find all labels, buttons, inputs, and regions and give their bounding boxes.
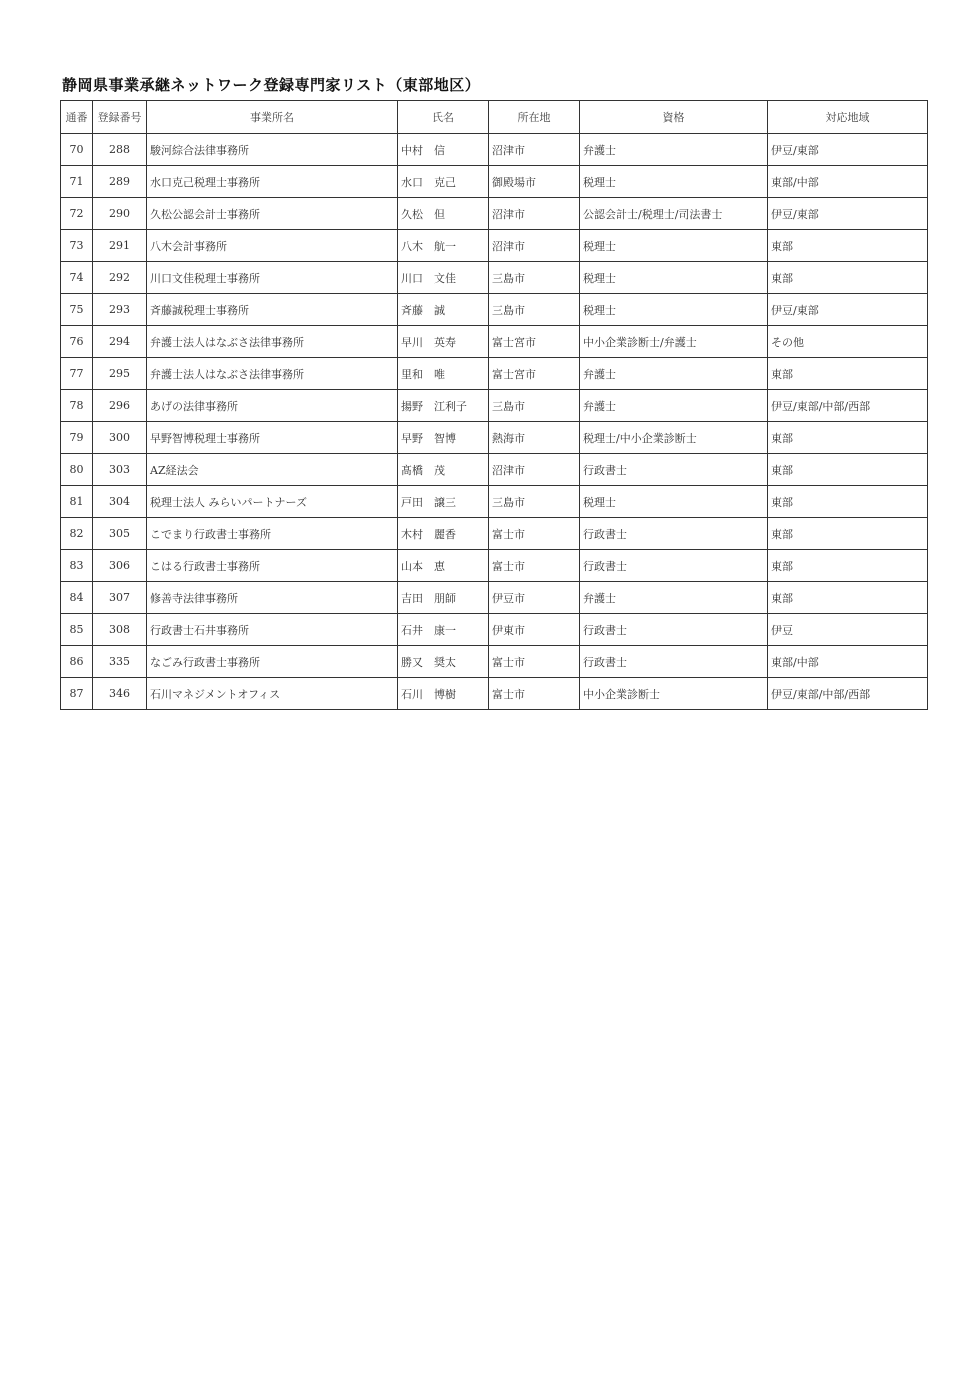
row-qualification: 弁護士 <box>580 134 768 166</box>
row-no: 73 <box>61 230 93 262</box>
row-registration-number: 296 <box>93 390 147 422</box>
row-person-name: 勝又 奨太 <box>398 646 489 678</box>
row-qualification: 中小企業診断士 <box>580 678 768 710</box>
row-service-area: 東部 <box>768 582 928 614</box>
row-location: 熱海市 <box>489 422 580 454</box>
row-no: 83 <box>61 550 93 582</box>
row-registration-number: 291 <box>93 230 147 262</box>
row-registration-number: 292 <box>93 262 147 294</box>
row-service-area: 東部 <box>768 550 928 582</box>
row-qualification: 弁護士 <box>580 358 768 390</box>
row-location: 富士市 <box>489 518 580 550</box>
row-qualification: 行政書士 <box>580 454 768 486</box>
row-location: 富士市 <box>489 550 580 582</box>
row-service-area: 伊豆/東部 <box>768 198 928 230</box>
table-header-row <box>61 101 928 134</box>
row-no: 71 <box>61 166 93 198</box>
row-no: 78 <box>61 390 93 422</box>
row-person-name: 髙橋 茂 <box>398 454 489 486</box>
row-registration-number: 346 <box>93 678 147 710</box>
row-person-name: 早野 智博 <box>398 422 489 454</box>
row-location: 富士宮市 <box>489 358 580 390</box>
row-no: 75 <box>61 294 93 326</box>
row-office-name: 弁護士法人はなぶさ法律事務所 <box>147 326 398 358</box>
row-qualification: 行政書士 <box>580 518 768 550</box>
row-office-name: 修善寺法律事務所 <box>147 582 398 614</box>
header-no: 通番 <box>61 101 93 134</box>
row-no: 76 <box>61 326 93 358</box>
row-person-name: 木村 麗香 <box>398 518 489 550</box>
row-service-area: 伊豆/東部/中部/西部 <box>768 678 928 710</box>
row-person-name: 川口 文佳 <box>398 262 489 294</box>
row-no: 82 <box>61 518 93 550</box>
table-row <box>61 358 928 390</box>
table-row <box>61 390 928 422</box>
table-row <box>61 678 928 710</box>
table-row <box>61 262 928 294</box>
table-row <box>61 550 928 582</box>
row-registration-number: 293 <box>93 294 147 326</box>
row-office-name: あげの法律事務所 <box>147 390 398 422</box>
table-row <box>61 646 928 678</box>
row-service-area: 東部 <box>768 358 928 390</box>
row-person-name: 斉藤 誠 <box>398 294 489 326</box>
table-row <box>61 582 928 614</box>
row-qualification: 公認会計士/税理士/司法書士 <box>580 198 768 230</box>
table-row <box>61 614 928 646</box>
row-qualification: 税理士 <box>580 166 768 198</box>
row-office-name: こでまり行政書士事務所 <box>147 518 398 550</box>
row-registration-number: 288 <box>93 134 147 166</box>
row-registration-number: 300 <box>93 422 147 454</box>
row-person-name: 石井 康一 <box>398 614 489 646</box>
table-row <box>61 166 928 198</box>
row-no: 84 <box>61 582 93 614</box>
row-office-name: AZ経法会 <box>147 454 398 486</box>
row-office-name: 斉藤誠税理士事務所 <box>147 294 398 326</box>
row-office-name: 税理士法人 みらいパートナーズ <box>147 486 398 518</box>
row-location: 三島市 <box>489 486 580 518</box>
table-row <box>61 486 928 518</box>
row-qualification: 中小企業診断士/弁護士 <box>580 326 768 358</box>
row-no: 85 <box>61 614 93 646</box>
row-no: 79 <box>61 422 93 454</box>
row-service-area: 東部 <box>768 486 928 518</box>
row-no: 70 <box>61 134 93 166</box>
row-location: 三島市 <box>489 294 580 326</box>
row-service-area: 伊豆 <box>768 614 928 646</box>
row-qualification: 税理士 <box>580 230 768 262</box>
row-registration-number: 305 <box>93 518 147 550</box>
row-no: 77 <box>61 358 93 390</box>
row-location: 沼津市 <box>489 134 580 166</box>
row-registration-number: 335 <box>93 646 147 678</box>
row-person-name: 八木 航一 <box>398 230 489 262</box>
header-service-area: 対応地域 <box>768 101 928 134</box>
row-registration-number: 308 <box>93 614 147 646</box>
row-registration-number: 295 <box>93 358 147 390</box>
row-office-name: こはる行政書士事務所 <box>147 550 398 582</box>
row-office-name: なごみ行政書士事務所 <box>147 646 398 678</box>
row-location: 沼津市 <box>489 454 580 486</box>
row-no: 81 <box>61 486 93 518</box>
table-row <box>61 134 928 166</box>
row-location: 富士市 <box>489 646 580 678</box>
row-registration-number: 294 <box>93 326 147 358</box>
table-row <box>61 454 928 486</box>
row-office-name: 八木会計事務所 <box>147 230 398 262</box>
table-row <box>61 518 928 550</box>
row-qualification: 行政書士 <box>580 646 768 678</box>
row-registration-number: 307 <box>93 582 147 614</box>
row-service-area: 東部 <box>768 262 928 294</box>
row-qualification: 弁護士 <box>580 390 768 422</box>
row-office-name: 石川マネジメントオフィス <box>147 678 398 710</box>
row-qualification: 税理士 <box>580 486 768 518</box>
table-row <box>61 326 928 358</box>
row-office-name: 行政書士石井事務所 <box>147 614 398 646</box>
row-person-name: 山本 恵 <box>398 550 489 582</box>
row-no: 87 <box>61 678 93 710</box>
row-qualification: 行政書士 <box>580 550 768 582</box>
row-service-area: 伊豆/東部 <box>768 134 928 166</box>
row-no: 74 <box>61 262 93 294</box>
row-service-area: 東部 <box>768 422 928 454</box>
row-service-area: 東部 <box>768 454 928 486</box>
table-row <box>61 198 928 230</box>
row-office-name: 久松公認会計士事務所 <box>147 198 398 230</box>
row-service-area: 東部 <box>768 230 928 262</box>
row-registration-number: 290 <box>93 198 147 230</box>
row-office-name: 弁護士法人はなぶさ法律事務所 <box>147 358 398 390</box>
header-registration-number: 登録番号 <box>93 101 147 134</box>
document-title: 静岡県事業承継ネットワーク登録専門家リスト（東部地区） <box>62 76 481 94</box>
header-location: 所在地 <box>489 101 580 134</box>
row-registration-number: 304 <box>93 486 147 518</box>
row-service-area: 東部 <box>768 518 928 550</box>
header-office-name: 事業所名 <box>147 101 398 134</box>
row-service-area: 伊豆/東部 <box>768 294 928 326</box>
row-registration-number: 289 <box>93 166 147 198</box>
row-qualification: 税理士 <box>580 262 768 294</box>
table-row <box>61 422 928 454</box>
table-row <box>61 230 928 262</box>
row-office-name: 駿河綜合法律事務所 <box>147 134 398 166</box>
row-person-name: 吉田 朋師 <box>398 582 489 614</box>
row-office-name: 川口文佳税理士事務所 <box>147 262 398 294</box>
row-location: 富士市 <box>489 678 580 710</box>
row-qualification: 税理士/中小企業診断士 <box>580 422 768 454</box>
row-location: 御殿場市 <box>489 166 580 198</box>
row-registration-number: 303 <box>93 454 147 486</box>
row-no: 80 <box>61 454 93 486</box>
row-location: 沼津市 <box>489 230 580 262</box>
row-person-name: 石川 博樹 <box>398 678 489 710</box>
row-location: 三島市 <box>489 390 580 422</box>
header-qualification: 資格 <box>580 101 768 134</box>
row-registration-number: 306 <box>93 550 147 582</box>
row-service-area: 東部/中部 <box>768 166 928 198</box>
expert-list-table <box>60 100 928 710</box>
row-office-name: 早野智博税理士事務所 <box>147 422 398 454</box>
row-service-area: その他 <box>768 326 928 358</box>
row-qualification: 行政書士 <box>580 614 768 646</box>
row-person-name: 戸田 譲三 <box>398 486 489 518</box>
row-no: 72 <box>61 198 93 230</box>
row-location: 沼津市 <box>489 198 580 230</box>
row-person-name: 水口 克己 <box>398 166 489 198</box>
row-person-name: 早川 英寿 <box>398 326 489 358</box>
row-person-name: 揚野 江利子 <box>398 390 489 422</box>
row-service-area: 伊豆/東部/中部/西部 <box>768 390 928 422</box>
row-qualification: 税理士 <box>580 294 768 326</box>
row-location: 三島市 <box>489 262 580 294</box>
table-row <box>61 294 928 326</box>
row-person-name: 里和 唯 <box>398 358 489 390</box>
row-office-name: 水口克己税理士事務所 <box>147 166 398 198</box>
row-service-area: 東部/中部 <box>768 646 928 678</box>
header-person-name: 氏名 <box>398 101 489 134</box>
row-location: 富士宮市 <box>489 326 580 358</box>
row-person-name: 久松 但 <box>398 198 489 230</box>
row-qualification: 弁護士 <box>580 582 768 614</box>
row-location: 伊豆市 <box>489 582 580 614</box>
row-location: 伊東市 <box>489 614 580 646</box>
row-person-name: 中村 信 <box>398 134 489 166</box>
row-no: 86 <box>61 646 93 678</box>
